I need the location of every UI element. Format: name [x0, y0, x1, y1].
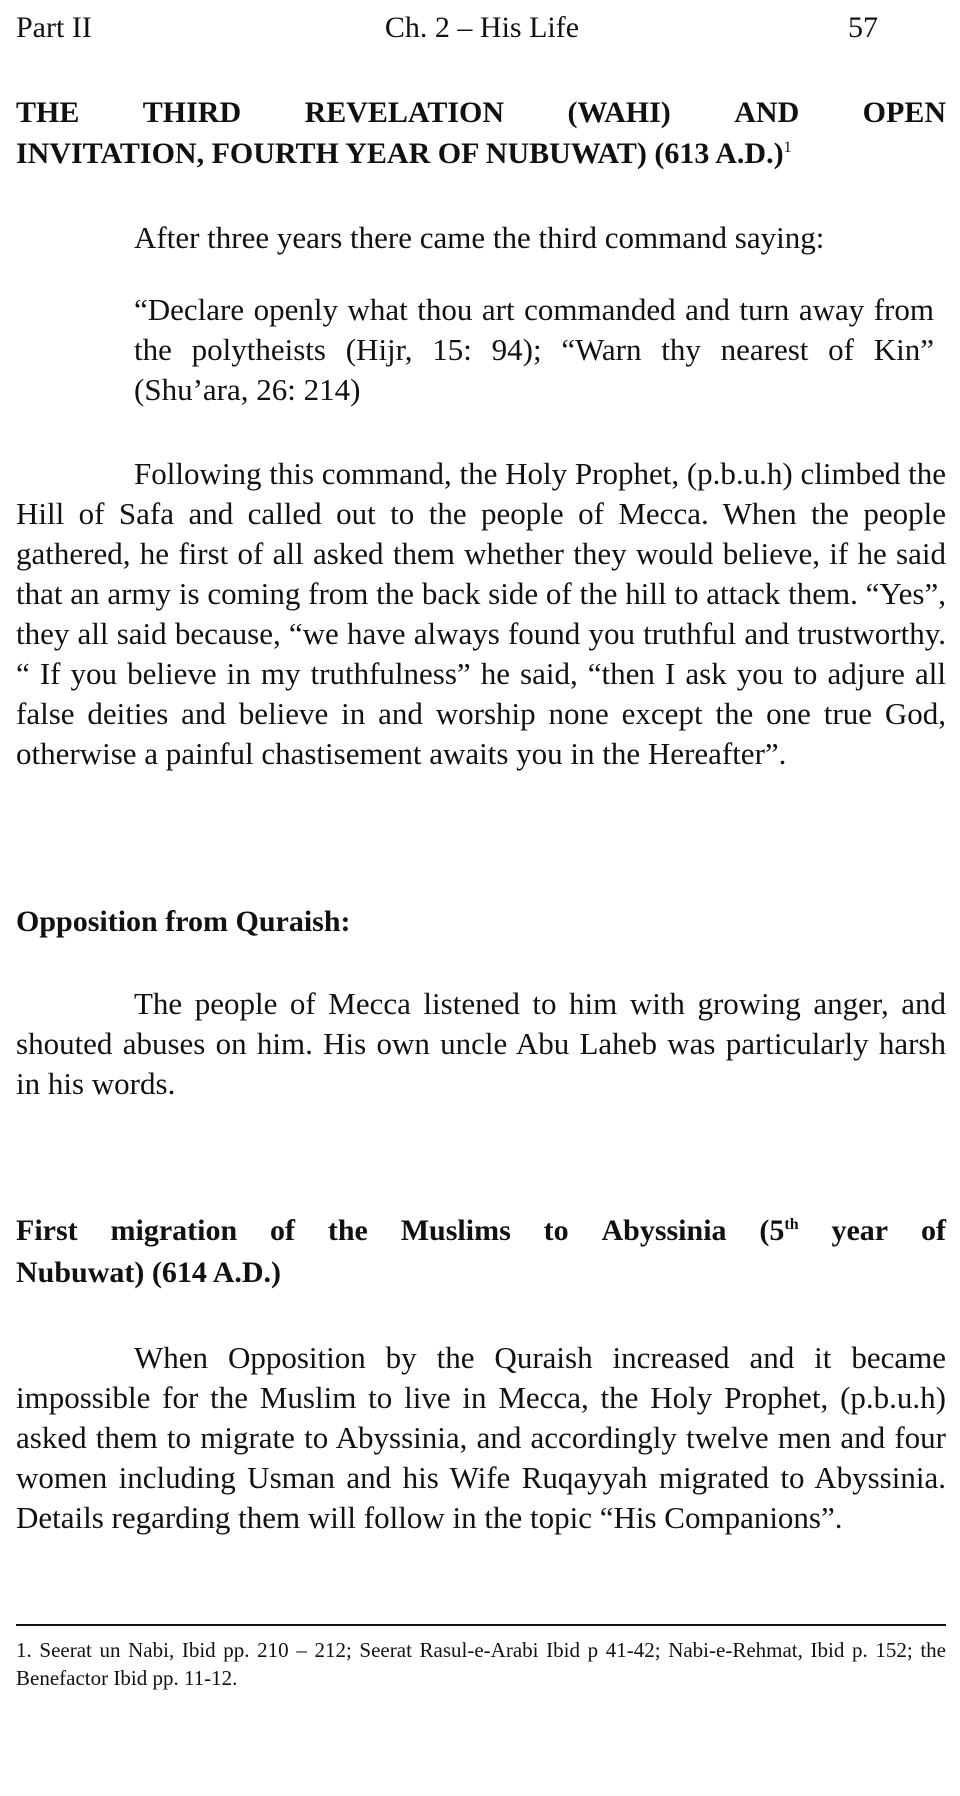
part-label: Part II: [16, 11, 92, 44]
section-heading-opposition: Opposition from Quraish:: [16, 905, 351, 938]
ordinal-number: (5: [759, 1214, 785, 1247]
heading-word: AND: [734, 96, 800, 129]
heading-word: to: [543, 1214, 569, 1247]
section-heading-migration: [16, 1210, 946, 1294]
heading-word: Abyssinia: [601, 1214, 727, 1247]
paragraph-opposition: The people of Mecca listened to him with growing anger, and shouted abuses on him. His own uncle Abu Laheb was particularly harsh in his words.: [16, 986, 946, 1101]
page-number: 57: [848, 11, 878, 44]
heading-word: the: [327, 1214, 368, 1247]
heading-word: year: [831, 1214, 889, 1247]
migration-heading-line-1: [16, 1210, 946, 1252]
intro-paragraph: After three years there came the third command saying:: [134, 220, 825, 255]
heading-word: REVELATION: [304, 96, 505, 129]
ordinal-suffix: th: [784, 1216, 799, 1233]
heading-word: THE: [16, 96, 80, 129]
heading-word-ordinal: [759, 1210, 798, 1252]
quran-quote: “Declare openly what thou art commanded and turn away from the polytheists (Hijr, 15: 94); “Warn thy nearest of Kin” (Shu’ara, 26: 214): [134, 292, 934, 407]
running-header: [16, 8, 948, 48]
footnote: 1. Seerat un Nabi, Ibid pp. 210 – 212; Seerat Rasul-e-Arabi Ibid p 41-42; Nabi-e-Rehmat, Ibid p. 152; the Benefactor Ibid pp. 11-12.: [16, 1638, 946, 1690]
heading-word: of: [270, 1214, 296, 1247]
migration-heading-line-2: Nubuwat) (614 A.D.): [16, 1256, 282, 1289]
heading-line-2: [16, 133, 946, 174]
heading-word: THIRD: [142, 96, 242, 129]
footnote-divider: [16, 1624, 946, 1626]
footnote-reference: 1: [783, 139, 792, 156]
section-heading-third-revelation: [16, 92, 946, 174]
heading-line-2-text: INVITATION, FOURTH YEAR OF NUBUWAT) (613 A.D.): [16, 137, 784, 170]
heading-word: OPEN: [862, 96, 946, 129]
heading-line-1: [16, 92, 946, 133]
chapter-title: Ch. 2 – His Life: [384, 11, 580, 44]
heading-word: First: [16, 1214, 78, 1247]
paragraph-safa-call: Following this command, the Holy Prophet, (p.b.u.h) climbed the Hill of Safa and called out to the people of Mecca. When the people gathered, he first of all asked them whether they would believe, if he said that an army is coming from the back side of the hill to attack them. “Yes”, they all said because, “we have always found you truthful and trustworthy. “ If you believe in my truthfulness” he said, “then I ask you to adjure all false deities and believe in and worship none except the one true God, otherwise a painful chastisement awaits you in the Hereafter”.: [16, 456, 946, 771]
heading-word: migration: [110, 1214, 238, 1247]
heading-word: (WAHI): [567, 96, 671, 129]
heading-word: of: [920, 1214, 946, 1247]
paragraph-migration: When Opposition by the Quraish increased and it became impossible for the Muslim to live in Mecca, the Holy Prophet, (p.b.u.h) asked them to migrate to Abyssinia, and accordingly twelve men and four women including Usman and his Wife Ruqayyah migrated to Abyssinia. Details regarding them will follow in the topic “His Companions”.: [16, 1340, 946, 1535]
heading-word: Muslims: [400, 1214, 511, 1247]
